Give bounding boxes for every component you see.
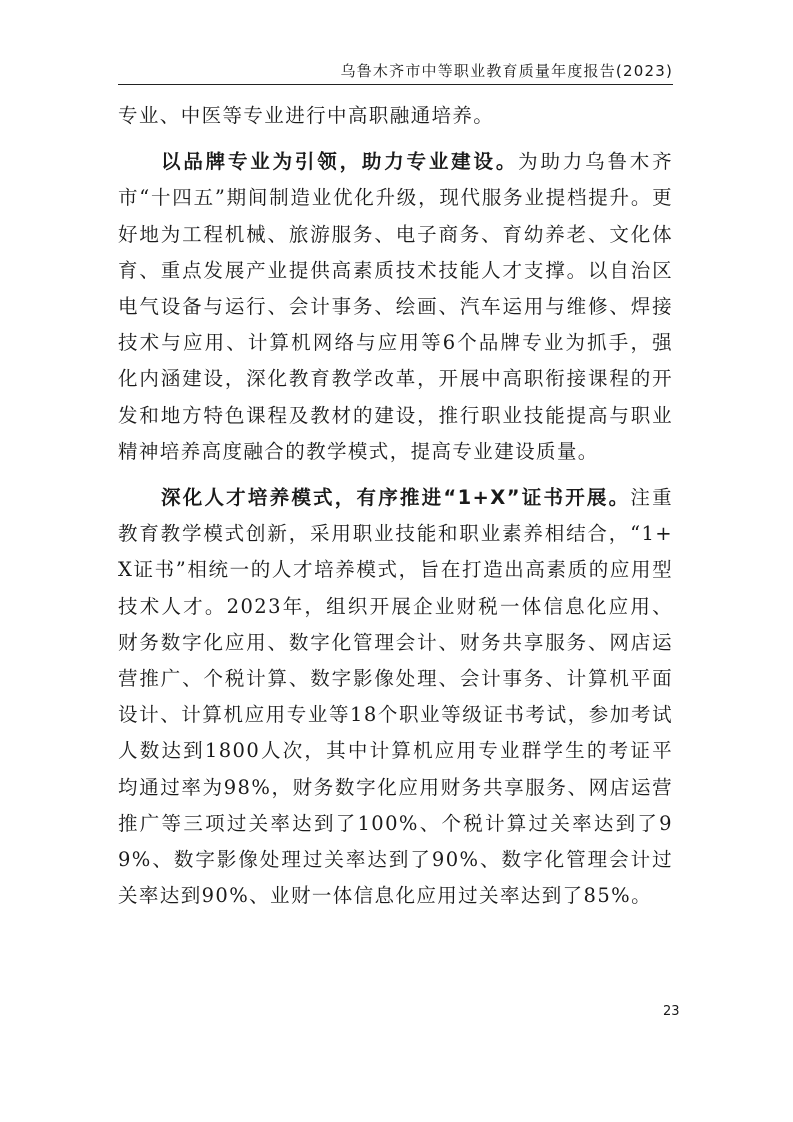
paragraph-text-talent-training: 注重教育教学模式创新，采用职业技能和职业素养相结合，“1+X证书”相统一的人才培养模式，旨在打造出高素质的应用型技术人才。2023年，组织开展企业财税一体信息化应用、财务数字化应用、数字化管理会计、财务共享服务、网店运营推广、个税计算、数字影像处理、会计事务、计算机平面设计、计算机应用专业等18个职业等级证书考试，参加考试人数达到1800人次，其中计算机应用专业群学生的考证平均通过率为98%，财务数字化应用财务共享服务、网店运营推广等三项过关率达到了100%、个税计算过关率达到了99%、数字影像处理过关率达到了90%、数字化管理会计过关率达到90%、业财一体信息化应用过关率达到了85%。: [118, 486, 673, 908]
page-body: [118, 98, 673, 914]
page-header: [118, 62, 673, 85]
paragraph-continuation: 专业、中医等专业进行中高职融通培养。: [118, 104, 495, 127]
paragraph-brand-specialty: [118, 144, 673, 470]
page-number: 23: [663, 1004, 680, 1019]
paragraph-talent-training: [118, 480, 673, 914]
paragraph-heading-brand-specialty: 以品牌专业为引领，助力专业建设。: [161, 150, 519, 174]
paragraph-heading-talent-training: 深化人才培养模式，有序推进“1+X”证书开展。: [161, 486, 631, 510]
paragraph-text-brand-specialty: 为助力乌鲁木齐市“十四五”期间制造业优化升级，现代服务业提档提升。更好地为工程机械、旅游服务、电子商务、育幼养老、文化体育、重点发展产业提供高素质技术技能人才支撑。以自治区电气设备与运行、会计事务、绘画、汽车运用与维修、焊接技术与应用、计算机网络与应用等6个品牌专业为抓手，强化内涵建设，深化教育教学改革，开展中高职衔接课程的开发和地方特色课程及教材的建设，推行职业技能提高与职业精神培养高度融合的教学模式，提高专业建设质量。: [118, 150, 673, 463]
report-title: 乌鲁木齐市中等职业教育质量年度报告(2023): [340, 62, 673, 80]
